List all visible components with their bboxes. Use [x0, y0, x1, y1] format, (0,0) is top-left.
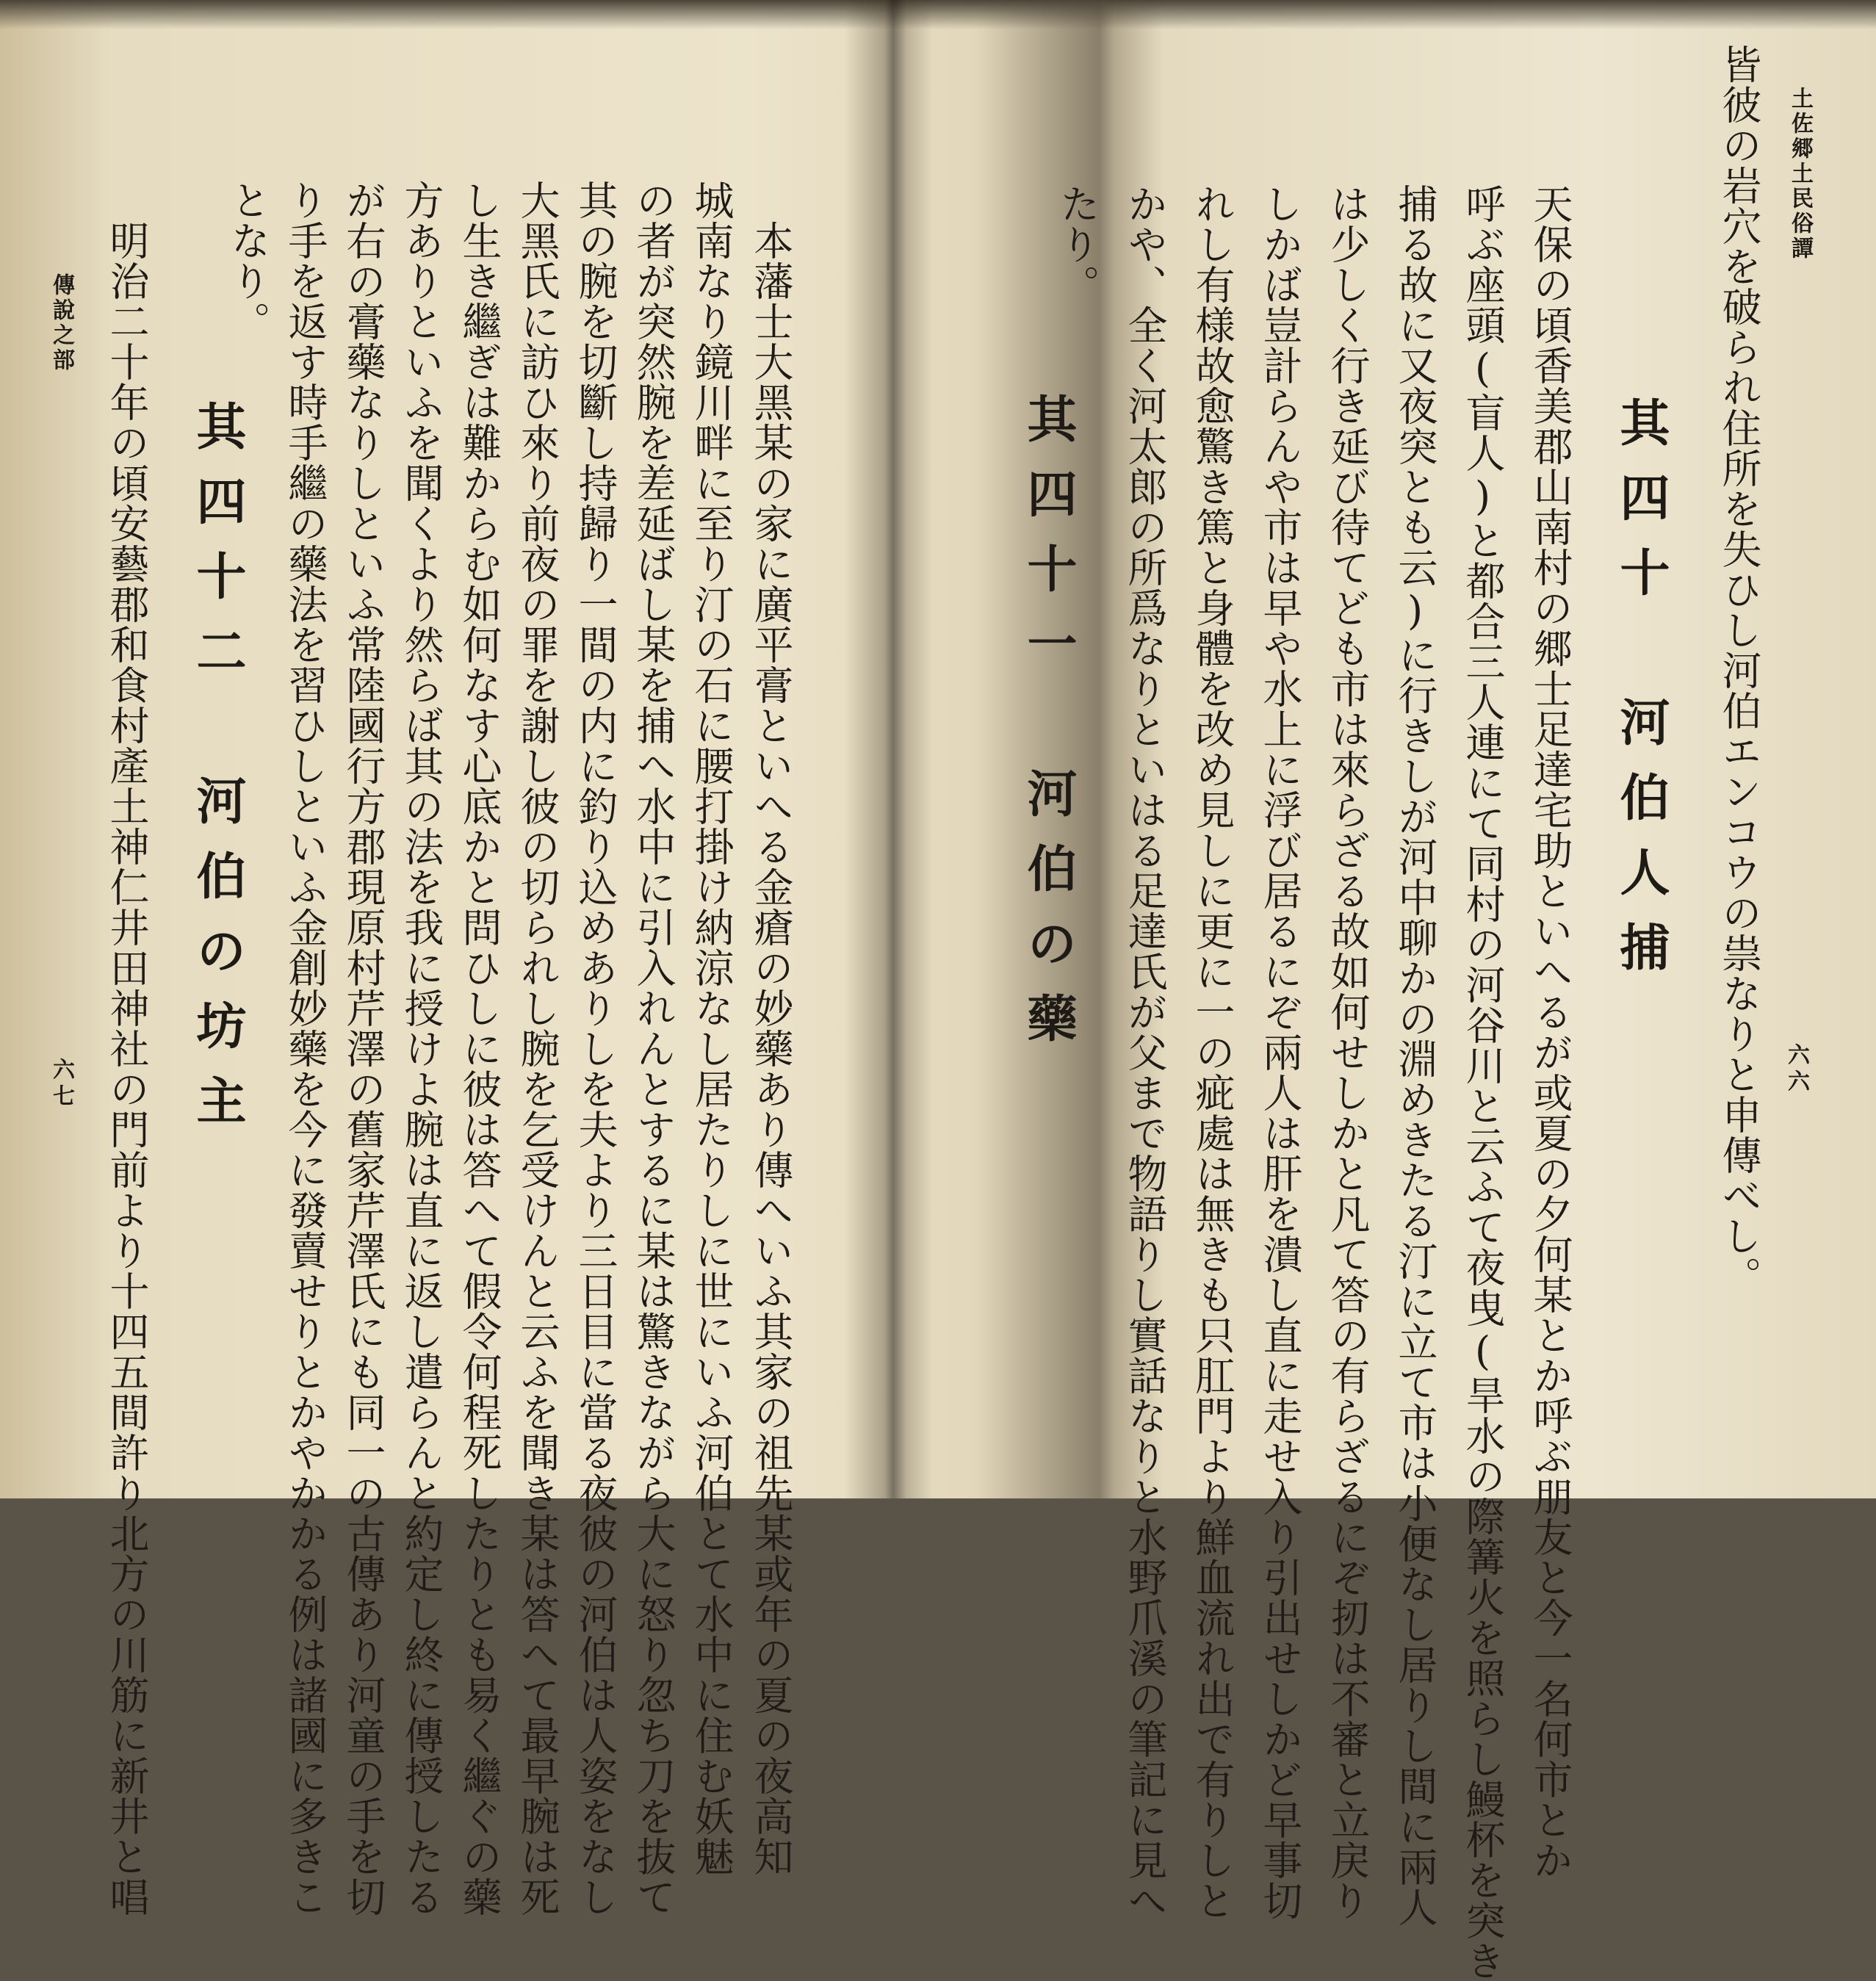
- left-text-line-1: 本藩士大黑某の家に廣平膏といへる金瘡の妙藥あり傳へいふ其家の祖先某或年の夏の夜高知: [748, 220, 794, 1877]
- left-text-line-2: 城南なり鏡川畔に至り汀の石に腰打掛け納涼なし居たりしに世にいふ河伯とて水中に住む妖魅: [688, 180, 735, 1877]
- left-text-line-9: り手を返す時手繼の藥法を習ひしといふ金創妙藥を今に發賣せりとかやかかる例は諸國に多きこ: [282, 180, 328, 1917]
- left-text-line-4: 其の腕を切斷し持歸り一間の内に釣り込めありしを夫より三日目に當る夜彼の河伯は人姿をなし: [572, 180, 618, 1917]
- right-text-line-1: 皆彼の岩穴を破られ住所を失ひし河伯エンコウの祟なりと申傳べし。: [1716, 44, 1762, 1296]
- left-text-line-6: し生き繼ぎは難からむ如何なす心底かと問ひしに彼は答へて假令何程死したりとも易く繼ぐの藥: [456, 180, 502, 1917]
- left-text-line-7: 方ありといふを聞くより然らば其の法を我に授けよ腕は直に返し遣らんと約定し終に傳授したる: [398, 180, 444, 1917]
- left-text-line-3: の者が突然腕を差延ばし某を捕へ水中に引入れんとするに某は驚きながら大に怒り忽ち刀を抜て: [630, 180, 677, 1917]
- right-page-number: 六六: [1783, 1043, 1809, 1096]
- right-text-line-7: れし有様故愈驚き篤と身體を改め見しに更に一の疵處は無きも只肛門より鮮血流れ出で有りしと: [1189, 184, 1235, 1921]
- left-running-header: 傳說之部: [48, 273, 74, 373]
- left-text-line-10: となり。: [225, 180, 271, 342]
- right-heading-41: 其四十一 河伯の藥: [1019, 393, 1078, 1067]
- book-gutter: [845, 0, 933, 1498]
- right-text-line-5: は少しく行き延び待てども市は來らざる故如何せしかと凡て答の有らざるにぞ扨は不審と立戻り: [1324, 184, 1371, 1921]
- right-running-header: 土佐郷土民俗譚: [1787, 87, 1813, 261]
- right-text-line-6: しかば豈計らんや市は早や水上に浮び居るにぞ兩人は肝を潰し直に走せ入り引出せしかど早事切: [1257, 184, 1303, 1921]
- left-text-line-5: 大黑氏に訪ひ來り前夜の罪を謝し彼の切られし腕を乞受けんと云ふを聞き某は答へて最早腕は死: [514, 180, 560, 1917]
- left-page-number: 六七: [48, 1058, 74, 1111]
- right-text-line-2: 天保の頃香美郡山南村の郷士足達宅助といへるが或夏の夕何某とか呼ぶ朋友と今一名何市とか: [1527, 184, 1573, 1880]
- left-text-line-8: が右の膏藥なりしといふ常陸國行方郡現原村芹澤の舊家芹澤氏にも同一の古傳あり河童の手を切: [340, 180, 386, 1917]
- right-text-line-9: たり。: [1054, 184, 1100, 305]
- page-top-edge: [0, 0, 1876, 29]
- right-text-line-3: 呼ぶ座頭(盲人)と都合三人連にて同村の河谷川と云ふて夜曳(旱水の際篝火を照らし鰻杯を突き: [1460, 184, 1506, 1981]
- left-text-line-11: 明治二十年の頃安藝郡和食村產土神仁井田神社の門前より十四五間許り北方の川筋に新井と唱: [104, 220, 150, 1917]
- right-text-line-4: 捕る故に又夜突とも云)に行きしが河中聊かの淵めきたる汀に立て市は小便なし居りし間に兩人: [1392, 184, 1438, 1927]
- left-heading-42: 其四十二 河伯の坊主: [188, 400, 247, 1150]
- right-heading-40: 其四十 河伯人捕: [1612, 397, 1670, 996]
- right-text-line-8: かや、全く河太郎の所爲なりといはる足達氏が父まで物語りし實話なりと水野爪溪の筆記に見へ: [1122, 184, 1168, 1921]
